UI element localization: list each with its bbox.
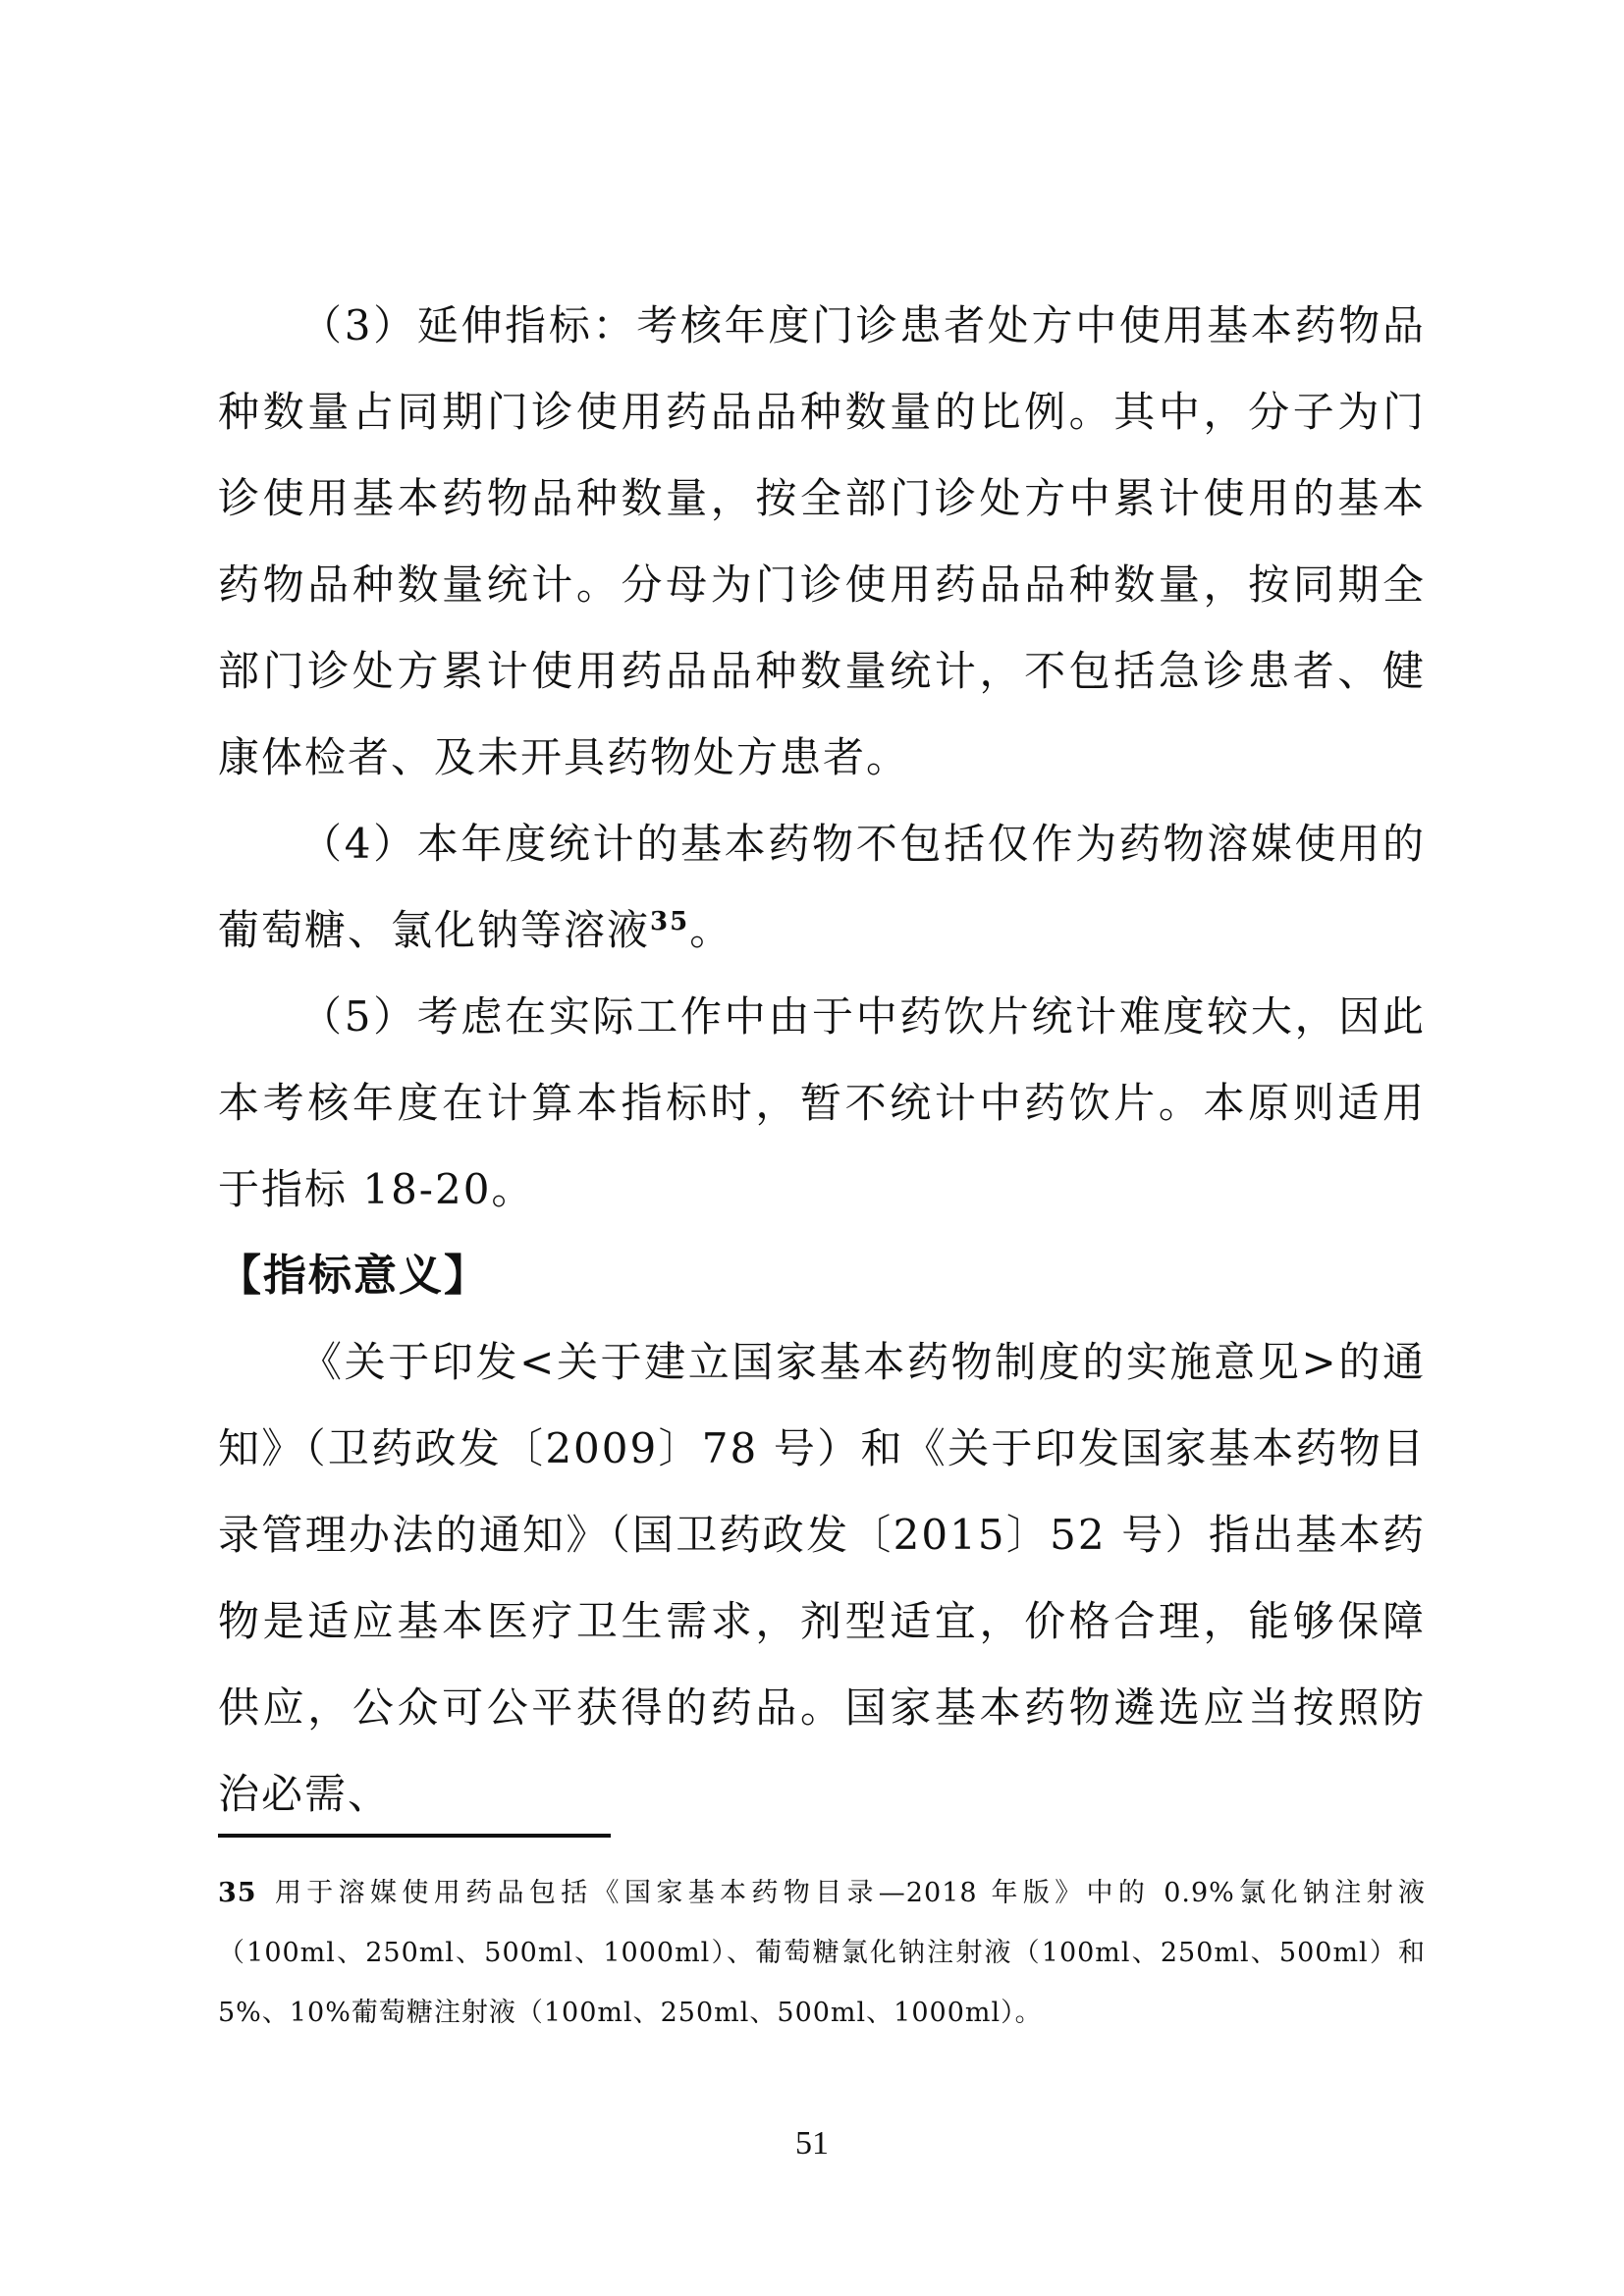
body-text: [218, 283, 1426, 1838]
footnote-reference[interactable]: 35: [650, 907, 690, 936]
page-number: 51: [795, 2125, 829, 2162]
section-heading: 【指标意义】: [218, 1251, 489, 1301]
paragraph-extended-indicator: （3）延伸指标：考核年度门诊患者处方中使用基本药物品种数量占同期门诊使用药品品种数量的比例。其中，分子为门诊使用基本药物品种数量，按全部门诊处方中累计使用的基本药物品种数量统计。分母为门诊使用药品品种数量，按同期全部门诊处方累计使用药品品种数量统计，不包括急诊患者、健康体检者、及未开具药物处方患者。: [218, 301, 1426, 781]
footnote: [218, 1863, 1426, 2043]
paragraph-basic-drugs-exclusion: [218, 801, 1426, 974]
footnote-text: 用于溶媒使用药品包括《国家基本药物目录—2018 年版》中的 0.9%氯化钠注射液（100ml、250ml、500ml、1000ml）、葡萄糖氯化钠注射液（100ml、250ml、500ml）和 5%、10%葡萄糖注射液（100ml、250ml、500ml、1000ml）。: [218, 1878, 1426, 2028]
footnote-number: 35: [218, 1878, 257, 1908]
paragraph-basic-drugs-exclusion-text: （4）本年度统计的基本药物不包括仅作为药物溶媒使用的葡萄糖、氯化钠等溶液: [218, 820, 1426, 954]
paragraph-herbal-pieces: （5）考虑在实际工作中由于中药饮片统计难度较大，因此本考核年度在计算本指标时，暂不统计中药饮片。本原则适用于指标 18-20。: [218, 992, 1426, 1213]
paragraph-end-punct: 。: [689, 906, 733, 954]
footnote-divider: [218, 1834, 611, 1838]
paragraph-indicator-significance: 《关于印发<关于建立国家基本药物制度的实施意见>的通知》（卫药政发〔2009〕78 号）和《关于印发国家基本药物目录管理办法的通知》（国卫药政发〔2015〕52 号）指出基本药物是适应基本医疗卫生需求，剂型适宜，价格合理，能够保障供应，公众可公平获得的药品。国家基本药物遴选应当按照防治必需、: [218, 1338, 1426, 1818]
